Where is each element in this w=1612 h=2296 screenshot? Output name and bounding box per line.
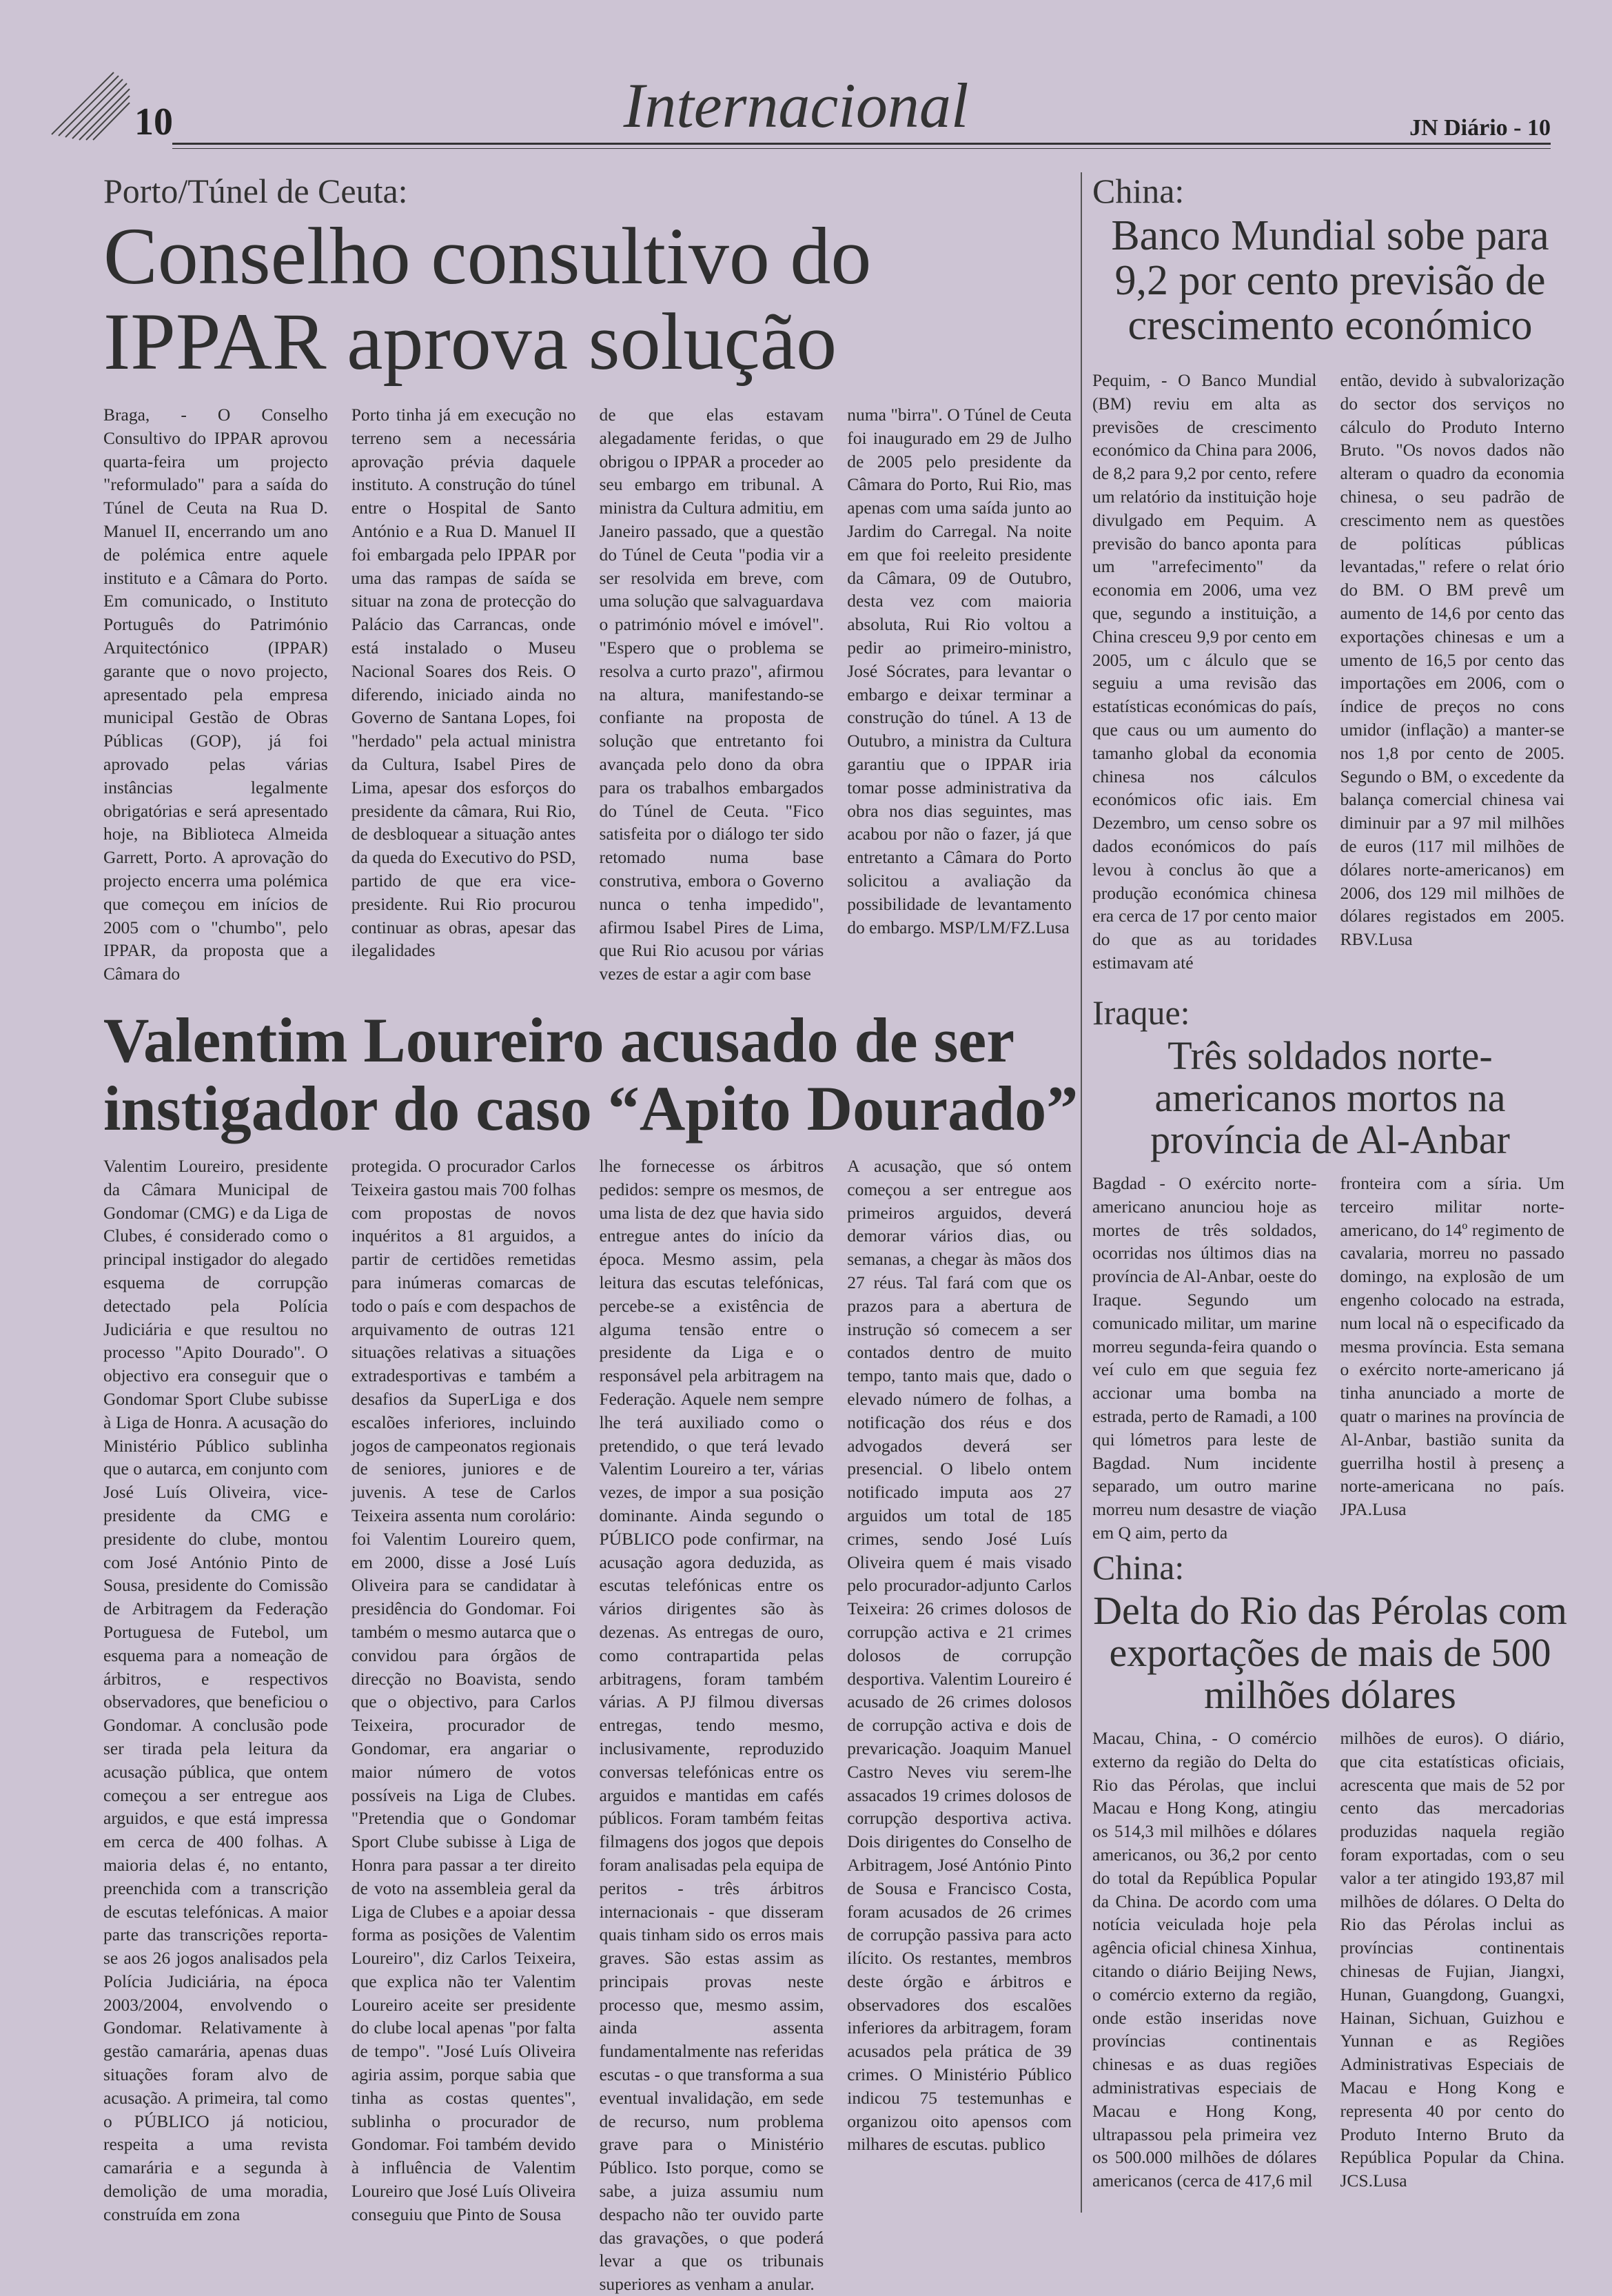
article-delta-body xyxy=(1092,1727,1564,2213)
article-column: A acusação, que só ontem começou a ser entregue aos primeiros arguidos, deverá demorar vários dias, ou semanas, a chegar às mãos dos 27 réus. Tal fará com que os prazos para a abertura de instrução só comecem a ser contados dentro de muito tempo, tanto mais que, dado o elevado número de folhas, a notificação dos réus e dos advogados deverá ser presencial. O libelo ontem notificado imputa aos 27 arguidos um total de 185 crimes, sendo José Luís Oliveira quem é mais visado pelo procurador-adjunto Carlos Teixeira: 26 crimes dolosos de corrupção activa e 21 crimes dolosos de corrupção desportiva. Valentim Loureiro é acusado de 26 crimes dolosos de corrupção activa e dois de prevaricação. Joaquim Manuel Castro Neves viu serem-lhe assacados 19 crimes dolosos de corrupção desportiva activa. Dois dirigentes do Conselho de Arbitragem, José António Pinto de Sousa e Francisco Costa, foram acusados de 26 crimes de corrupção passiva para acto ilícito. Os restantes, membros deste órgão e árbitros e observadores dos escalões inferiores da arbitragem, foram acusados pela prática de 39 crimes. O Ministério Público indicou 75 testemunhas e organizou oito apensos com milhares de escutas. publico xyxy=(847,1156,1072,2155)
article-kicker: Porto/Túnel de Ceuta: xyxy=(103,172,408,210)
column-divider xyxy=(1081,172,1082,2213)
masthead xyxy=(41,65,1551,145)
article-kicker: Iraque: xyxy=(1092,993,1190,1032)
article-column: Porto tinha já em execução no terreno sem a necessária aprovação prévia daquele instituto. A construção do túnel entre o Hospital de Santo António e a Rua D. Manuel II foi embargada pelo IPPAR por uma das rampas de saída se situar na zona de protecção do Palácio das Carrancas, onde está instalado o Museu Nacional Soares dos Reis. O diferendo, iniciado ainda no Governo de Santana Lopes, foi "herdado" pela actual ministra da Cultura, Isabel Pires de Lima, apesar dos esforços do presidente da câmara, Rui Rio, de desbloquear a situação antes da queda do Executivo do PSD, partido de que era vice-presidente. Rui Rio procurou continuar as obras, apesar das ilegalidades xyxy=(351,405,576,961)
article-column: Pequim, - O Banco Mundial (BM) reviu em alta as previsões de crescimento económico da China para 2006, de 8,2 para 9,2 por cento, refere um relatório da instituição hoje divulgado em Pequim. A previsão do banco aponta para um "arrefecimento" da economia em 2006, uma vez que, segundo a instituição, a China cresceu 9,9 por cento em 2005, um c álculo que se seguiu a uma revisão das estatísticas económicas do país, que caus ou um aumento do tamanho global da economia chinesa nos cálculos económicos ofic iais. Em Dezembro, um censo sobre os dados económicos do país levou à conclus ão que a produção económica chinesa era cerca de 17 por cento maior do que as au toridades estimavam até xyxy=(1092,370,1317,973)
page-number: 10 xyxy=(134,101,173,143)
article-column: Bagdad - O exército norte-americano anunciou hoje as mortes de três soldados, ocorridas nos últimos dias na província de Al-Anbar, oeste do Iraque. Segundo um comunicado militar, um marine morreu segunda-feira quando o veí culo em que seguia fez accionar uma bomba na estrada, perto de Ramadi, a 100 qui lómetros para leste de Bagdad. Num incidente separado, um outro marine morreu num desastre de viação em Q aim, perto da xyxy=(1092,1173,1317,1543)
article-column: protegida. O procurador Carlos Teixeira gastou mais 700 folhas com propostas de novos inquéritos a 81 arguidos, a partir de certidões remetidas para inúmeras comarcas de todo o país e com despachos de arquivamento de outras 121 situações relativas a situações extradesportivas e também a desafios da SuperLiga e dos escalões inferiores, incluindo jogos de campeonatos regionais de seniores, juniores e de juvenis. A tese de Carlos Teixeira assenta num corolário: foi Valentim Loureiro quem, em 2000, disse a José Luís Oliveira para se candidatar à presidência do Gondomar. Foi também o mesmo autarca que o convidou para órgãos de direcção no Boavista, sendo que o objectivo, para Carlos Teixeira, procurador de Gondomar, era angariar o maior número de votos possíveis na Liga de Clubes. "Pretendia que o Gondomar Sport Clube subisse à Liga de Honra para passar a ter direito de voto na assembleia geral da Liga de Clubes e a apoiar dessa forma as posições de Valentim Loureiro", diz Carlos Teixeira, que explica não ter Valentim Loureiro aceite ser presidente do clube local apenas "por falta de tempo". "José Luís Oliveira agiria assim, porque sabia que tinha as costas quentes", sublinha o procurador de Gondomar. Foi também devido à influência de Valentim Loureiro que José Luís Oliveira conseguiu que Pinto de Sousa xyxy=(351,1156,576,2224)
masthead-rule xyxy=(172,143,1551,145)
article-column: fronteira com a síria. Um terceiro militar norte-americano, do 14º regimento de cavalaria, morreu no passado domingo, na explosão de um engenho colocado na estrada, num local nã o especificado da mesma província. Esta semana o exército norte-americano já tinha anunciado a morte de quatr o marines na província de Al-Anbar, bastião sunita da guerrilha hostil à presenç a norte-americana no país. JPA.Lusa xyxy=(1340,1173,1564,1520)
article-banco-header xyxy=(1092,171,1568,348)
article-column: Macau, China, - O comércio externo da região do Delta do Rio das Pérolas, que inclui Macau e Hong Kong, atingiu os 514,3 mil milhões e dólares americanos, ou 36,2 por cento do total da República Popular da China. De acordo com uma notícia veiculada hoje pela agência oficial chinesa Xinhua, citando o diário Beijing News, o comércio externo da região, onde estão inseridas nove províncias continentais chinesas e as duas regiões administrativas especiais de Macau e Hong Kong, ultrapassou pela primeira vez os 500.000 milhões de dólares americanos (cerca de 417,6 mil xyxy=(1092,1728,1317,2191)
article-apito-header xyxy=(103,1006,1082,1144)
article-headline: Delta do Rio das Pérolas com exportações de mais de 500 milhões dólares xyxy=(1093,1588,1567,1717)
article-ceuta-body xyxy=(103,403,1072,1004)
article-column: então, devido à subvalorização do sector dos serviços no cálculo do Produto Interno Bruto. "Os novos dados não alteram o quadro da economia chinesa, o seu padrão de crescimento nem as questões de políticas públicas levantadas," refere o relat ório do BM. O BM prevê um aumento de 14,6 por cento das exportações chinesas e um a umento de 16,5 por cento das importações em 2006, com o índice de preços no cons umidor (inflação) a manter-se nos 1,8 por cento de 2005. Segundo o BM, o excedente da balança comercial chinesa vai diminuir par a 97 mil milhões de euros (117 mil milhões de dólares norte-americanos) em 2006, dos 129 mil milhões de dólares registados em 2005. RBV.Lusa xyxy=(1340,370,1564,950)
article-iraque-body xyxy=(1092,1172,1564,1547)
section-title: Internacional xyxy=(623,70,969,141)
article-delta-header xyxy=(1092,1547,1568,1716)
article-column: de que elas estavam alegadamente feridas, o que obrigou o IPPAR a proceder ao seu embargo em tribunal. A ministra da Cultura admitiu, em Janeiro passado, que a questão do Túnel de Ceuta "podia vir a ser resolvida em breve, com uma solução que salvaguardava o património móvel e imóvel". "Espero que o problema se resolva a curto prazo", afirmou na altura, manifestando-se confiante na proposta de solução que entretanto foi avançada pelo dono da obra para os trabalhos embargados do Túnel de Ceuta. "Fico satisfeita por o diálogo ter sido retomado numa base construtiva, embora o Governo nunca o tenha impedido", afirmou Isabel Pires de Lima, que Rui Rio acusou por várias vezes de estar a agir com base xyxy=(599,405,824,984)
article-apito-body xyxy=(103,1155,1072,2295)
article-column: lhe fornecesse os árbitros pedidos: sempre os mesmos, de uma lista de dez que havia sido entregue antes do início da época. Mesmo assim, pela leitura das escutas telefónicas, percebe-se a existência de alguma tensão entre o presidente da Liga e o responsável pela arbitragem na Federação. Aquele nem sempre lhe terá auxiliado como o pretendido, o que terá levado Valentim Loureiro a ter, várias vezes, de impor a sua posição dominante. Ainda segundo o PÚBLICO pode confirmar, na acusação agora deduzida, as escutas telefónicas entre os vários dirigentes são às dezenas. As entregas de ouro, como contrapartida pelas arbitragens, foram também várias. A PJ filmou diversas entregas, tendo mesmo, inclusivamente, reproduzido conversas telefónicas entre os arguidos e mantidas em cafés públicos. Foram também feitas filmagens dos jogos que depois foram analisadas pela equipa de peritos - três árbitros internacionais - que disseram quais tinham sido os erros mais graves. São estas assim as principais provas neste processo que, mesmo assim, ainda assenta fundamentalmente nas referidas escutas - o que transforma a sua eventual invalidação, em sede de recurso, num problema grave para o Ministério Público. Isto porque, como se sabe, a juiza assumiu num despacho não ter ouvido parte das gravações, o que poderá levar a que os tribunais superiores as venham a anular. xyxy=(599,1156,824,2295)
article-kicker: China: xyxy=(1092,1548,1185,1587)
article-headline: Três soldados norte-americanos mortos na província de Al-Anbar xyxy=(1150,1033,1510,1162)
article-column: milhões de euros). O diário, que cita estatísticas oficiais, acrescenta que mais de 52 por cento das mercadorias produzidas naquela região foram exportadas, com o seu valor a ter atingido 193,87 mil milhões de dólares. O Delta do Rio das Pérolas inclui as províncias continentais chinesas de Fujian, Jiangxi, Hunan, Guangdong, Guangxi, Hainan, Sichuan, Guizhou e Yunnan e as Regiões Administrativas Especiais de Macau e Hong Kong e representa 40 por cento do Produto Interno Bruto da República Popular da China. JCS.Lusa xyxy=(1340,1728,1564,2191)
article-column: Braga, - O Conselho Consultivo do IPPAR aprovou quarta-feira um projecto "reformulado" para a saída do Túnel de Ceuta na Rua D. Manuel II, encerrando um ano de polémica entre aquele instituto e a Câmara do Porto. Em comunicado, o Instituto Português do Património Arquitectónico (IPPAR) garante que o novo projecto, apresentado pela empresa municipal Gestão de Obras Públicas (GOP), já foi aprovado pelas várias instâncias legalmente obrigatórias e será apresentado hoje, na Biblioteca Almeida Garrett, Porto. A aprovação do projecto encerra uma polémica que começou em inícios de 2005 com o "chumbo", pelo IPPAR, da proposta que a Câmara do xyxy=(103,405,328,984)
article-banco-body xyxy=(1092,369,1564,993)
article-column: Valentim Loureiro, presidente da Câmara Municipal de Gondomar (CMG) e da Liga de Clubes, é considerado como o principal instigador do alegado esquema de corrupção detectado pela Polícia Judiciária e que resultou no processo "Apito Dourado". O objectivo era conseguir que o Gondomar Sport Clube subisse à Liga de Honra. A acusação do Ministério Público sublinha que o autarca, em conjunto com José Luís Oliveira, vice-presidente da CMG e presidente do clube, montou com José António Pinto de Sousa, presidente do Comissão de Arbitragem da Federação Portuguesa de Futebol, um esquema para a nomeação de árbitros, e respectivos observadores, que beneficiou o Gondomar. A conclusão pode ser tirada pela leitura da acusação pública, que ontem começou a ser entregue aos arguidos, e que está impressa em cerca de 400 folhas. A maioria delas é, no entanto, preenchida com a transcrição de escutas telefónicas. A maior parte das transcrições reporta-se aos 26 jogos analisados pela Polícia Judiciária, na época 2003/2004, envolvendo o Gondomar. Relativamente à gestão camarária, apenas duas situações foram alvo de acusação. A primeira, tal como o PÚBLICO já noticiou, respeita a uma revista camarária e a segunda à demolição de uma moradia, construída em zona xyxy=(103,1156,328,2224)
article-kicker: China: xyxy=(1092,172,1185,210)
article-iraque-header xyxy=(1092,993,1568,1161)
article-column: numa "birra". O Túnel de Ceuta foi inaugurado em 29 de Julho de 2005 pelo presidente da Câmara do Porto, Rui Rio, mas apenas com uma saída junto ao Jardim do Carregal. Na noite em que foi reeleito presidente da Câmara, 09 de Outubro, desta vez com maioria absoluta, Rui Rio voltou a pedir ao primeiro-ministro, José Sócrates, para levantar o embargo e deixar terminar a construção do túnel. A 13 de Outubro, a ministra da Cultura garantiu que o IPPAR iria tomar posse administrativa da obra nos dias seguintes, mas acabou por não o fazer, já que entretanto a Câmara do Porto solicitou a avaliação da possibilidade de levantamento do embargo. MSP/LM/FZ.Lusa xyxy=(847,405,1072,937)
paper-page-label: JN Diário - 10 xyxy=(1409,115,1551,141)
article-headline: Valentim Loureiro acusado de ser instigador do caso “Apito Dourado” xyxy=(103,1005,1079,1144)
article-headline: Conselho consultivo do IPPAR aprova solução xyxy=(103,211,872,387)
article-ceuta-header xyxy=(103,171,1068,385)
article-headline: Banco Mundial sobe para 9,2 por cento previsão de crescimento económico xyxy=(1111,212,1549,349)
masthead-rule-thin xyxy=(172,148,1551,149)
